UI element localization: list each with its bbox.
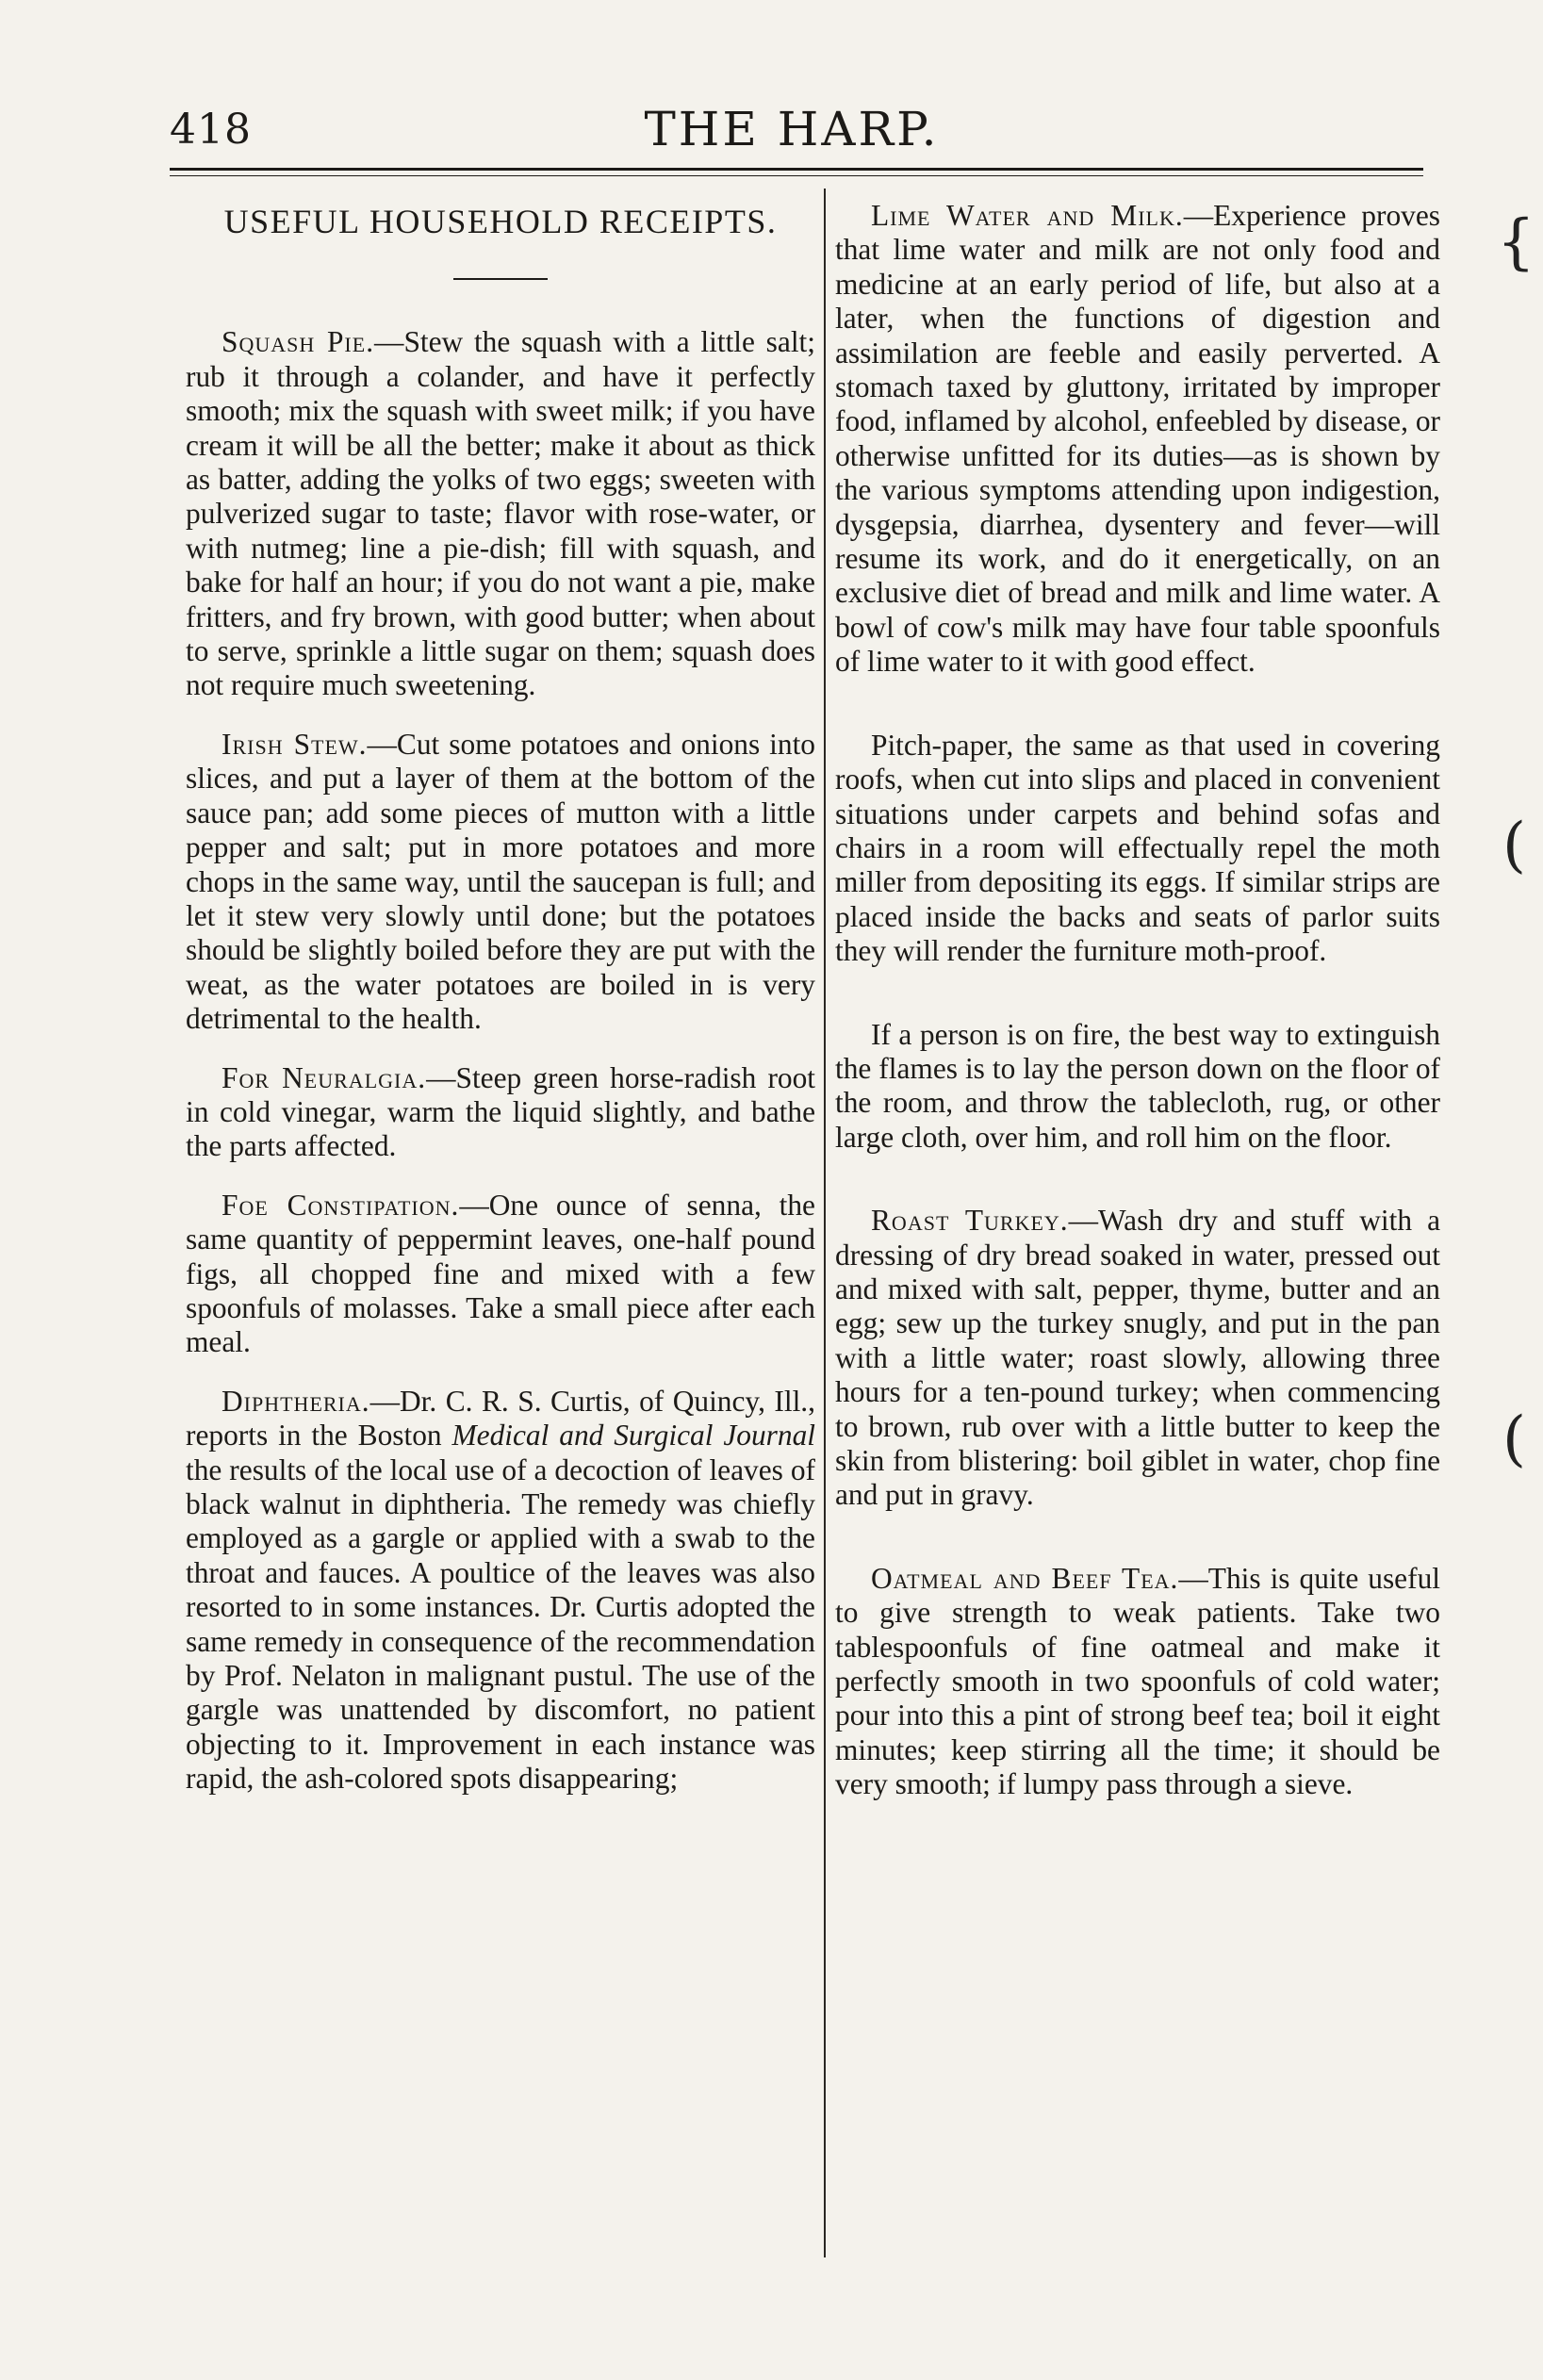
article-neuralgia <box>186 1061 815 1164</box>
right-column <box>835 193 1440 1827</box>
article-lead: Squash Pie. <box>222 325 375 359</box>
section-title: USEFUL HOUSEHOLD RECEIPTS. <box>223 203 778 240</box>
article-lead: Roast Turkey. <box>871 1204 1069 1238</box>
article-lead: Lime Water and Milk. <box>871 199 1184 232</box>
running-title: THE HARP. <box>644 102 940 156</box>
left-column <box>186 193 815 1821</box>
article-oatmeal-beef-tea <box>835 1562 1440 1802</box>
header-rule <box>170 168 1423 171</box>
article-text: Pitch-paper, the same as that used in covering roofs, when cut into slips and placed in convenient situations under carpets and behind sofas and chairs in a room will effectually repel the moth miller from depositing its eggs. If similar strips are placed inside the backs and seats of parlor suits they will render the furniture moth-proof. <box>835 728 1440 968</box>
article-squash-pie <box>186 325 815 702</box>
article-lead: For Neuralgia. <box>222 1060 427 1094</box>
margin-bracket-icon: { <box>1497 207 1535 277</box>
article-lead: Irish Stew. <box>222 727 368 761</box>
article-lead: Oatmeal and Beef Tea. <box>871 1561 1179 1595</box>
article-text: —Cut some potatoes and onions into slices, and put a layer of them at the bottom of the sauce pan; add some pieces of mutton with a little pepper and salt; put in more potatoes and more chops in the same way, until the saucepan is full; and let it stew very slowly until done; but the potatoes should be slightly boiled before they are put with the weat, as the water potatoes are boiled in is very detrimental to the health. <box>186 727 816 1036</box>
margin-bracket-icon: ( <box>1502 811 1526 880</box>
article-constipation <box>186 1189 815 1360</box>
article-text-continued: the results of the local use of a decoction of leaves of black walnut in diphtheria. The remedy was chiefly employed as a gargle or applied with a swab to the throat and fauces. A poultice of the leaves was also resorted to in some instances. Dr. Curtis adopted the same remedy in consequence of the recommendation by Prof. Nelaton in malignant pustul. The use of the gargle was unattended by discomfort, no patient objecting to it. Improvement in each instance was rapid, the ash-colored spots disappearing; <box>186 1453 815 1796</box>
article-text: —Steep green horse-radish root in cold vinegar, warm the liquid slightly, and bathe the parts affected. <box>186 1060 816 1163</box>
article-text: —Stew the squash with a little salt; rub it through a colander, and have it perfectly smooth; mix the squash with sweet milk; if you have cream it will be all the better; make it about as thick as batter, adding the yolks of two eggs; sweeten with pulverized sugar to taste; flavor with rose-water, or with nutmeg; line a pie-dish; fill with squash, and bake for half an hour; if you do not want a pie, make fritters, and fry brown, with good butter; when about to serve, sprinkle a little sugar on them; squash does not require much sweetening. <box>186 325 815 702</box>
header-rule-thin <box>170 175 1423 176</box>
article-irish-stew <box>186 728 815 1037</box>
article-text: —Experience proves that lime water and milk are not only food and medicine at an early period of life, but also at a later, when the functions of digestion and assimilation are feeble and easily perverted. A stomach taxed by gluttony, irritated by improper food, inflamed by alcohol, enfeebled by disease, or otherwise unfitted for its duties—as is shown by the various symptoms attending upon indigestion, dysgepsia, diarrhea, dysentery and fever—will resume its work, and do it energetically, on an exclusive diet of bread and milk and lime water. A bowl of cow's milk may have four table spoonfuls of lime water to it with good effect. <box>835 199 1440 679</box>
article-roast-turkey <box>835 1204 1440 1513</box>
journal-title: Medical and Surgical Journal <box>451 1419 815 1453</box>
article-text: —Wash dry and stuff with a dressing of dry bread soaked in water, pressed out and mixed with salt, pepper, thyme, butter and an egg; sew up the turkey snugly, and put in the pan with a little water; roast slowly, allowing three hours for a ten-pound turkey; when commencing to brown, rub over with a little butter to keep the skin from blistering: boil giblet in water, chop fine and put in gravy. <box>835 1204 1441 1512</box>
article-text: If a person is on fire, the best way to extinguish the flames is to lay the person down on the floor of the room, and throw the tablecloth, rug, or other large cloth, over him, and roll him on the floor. <box>835 1017 1440 1154</box>
margin-bracket-icon: ( <box>1502 1404 1526 1474</box>
article-person-on-fire <box>835 1018 1440 1156</box>
page-number: 418 <box>170 106 252 154</box>
article-text: —One ounce of senna, the same quantity of peppermint leaves, one-half pound figs, all chopped fine and mixed with a few spoonfuls of molasses. Take a small piece after each meal. <box>186 1188 815 1359</box>
article-lead: Diphtheria. <box>222 1384 370 1418</box>
article-text: —This is quite useful to give strength to weak patients. Take two tablespoonfuls of fine oatmeal and make it perfectly smooth in two spoonfuls of cold water; pour into this a pint of strong beef tea; boil it eight minutes; keep stirring all the time; it should be very smooth; if lumpy pass through a sieve. <box>835 1561 1440 1801</box>
article-lime-water <box>835 199 1440 680</box>
article-lead: Foe Constipation. <box>222 1188 460 1222</box>
article-text: —Dr. C. R. S. Curtis, of Quincy, Ill., reports in the Boston <box>186 1384 815 1453</box>
section-rule <box>453 278 548 280</box>
article-pitch-paper <box>835 729 1440 969</box>
column-divider <box>824 189 826 2257</box>
article-diphtheria <box>186 1385 815 1797</box>
